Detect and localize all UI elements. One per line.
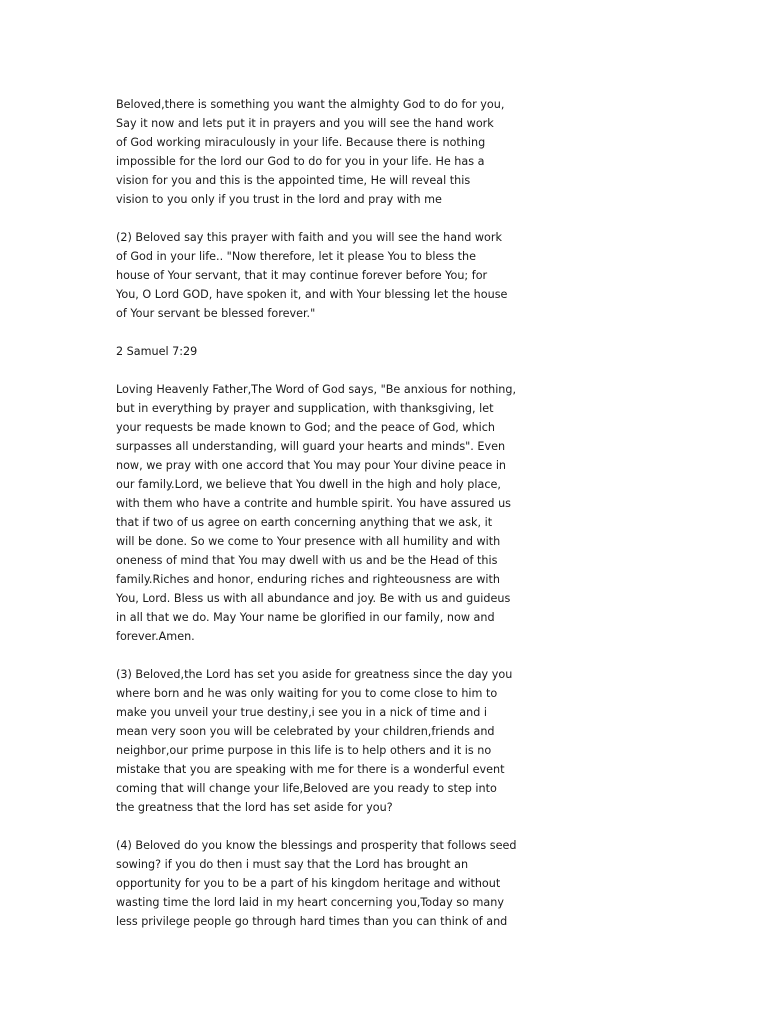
document-page — [116, 95, 517, 950]
text-line: Loving Heavenly Father,The Word of God says, "Be anxious for nothing, — [116, 383, 517, 396]
text-line: where born and he was only waiting for you to come close to him to — [116, 687, 498, 700]
text-line: You, Lord. Bless us with all abundance and joy. Be with us and guideus — [116, 592, 511, 605]
text-line: make you unveil your true destiny,i see you in a nick of time and i — [116, 706, 488, 719]
text-line: vision to you only if you trust in the lord and pray with me — [116, 193, 442, 206]
text-line: You, O Lord GOD, have spoken it, and with Your blessing let the house — [116, 288, 508, 301]
text-line: coming that will change your life,Beloved are you ready to step into — [116, 782, 497, 795]
text-line: (2) Beloved say this prayer with faith and you will see the hand work — [116, 231, 502, 244]
paragraph-prayer-2 — [116, 228, 508, 323]
text-line: neighbor,our prime purpose in this life is to help others and it is no — [116, 744, 492, 757]
text-line: family.Riches and honor, enduring riches and righteousness are with — [116, 573, 501, 586]
text-line: forever.Amen. — [116, 630, 195, 643]
text-line: mean very soon you will be celebrated by your children,friends and — [116, 725, 495, 738]
text-line: of Your servant be blessed forever." — [116, 307, 316, 320]
text-line: the greatness that the lord has set aside for you? — [116, 801, 393, 814]
text-line: sowing? if you do then i must say that the Lord has brought an — [116, 858, 469, 871]
paragraph-scripture-reference — [116, 342, 508, 361]
text-line: wasting time the lord laid in my heart concerning you,Today so many — [116, 896, 504, 909]
text-line: of God working miraculously in your life. Because there is nothing — [116, 136, 486, 149]
text-line: Say it now and lets put it in prayers and you will see the hand work — [116, 117, 494, 130]
scripture-reference: 2 Samuel 7:29 — [116, 345, 198, 358]
text-line: vision for you and this is the appointed time, He will reveal this — [116, 174, 471, 187]
text-line: will be done. So we come to Your presence with all humility and with — [116, 535, 501, 548]
text-line: mistake that you are speaking with me for there is a wonderful event — [116, 763, 505, 776]
text-line: your requests be made known to God; and the peace of God, which — [116, 421, 496, 434]
text-line: oneness of mind that You may dwell with us and be the Head of this — [116, 554, 498, 567]
text-line: of God in your life.. "Now therefore, let it please You to bless the — [116, 250, 476, 263]
text-line: house of Your servant, that it may continue forever before You; for — [116, 269, 488, 282]
text-line: now, we pray with one accord that You may pour Your divine peace in — [116, 459, 507, 472]
text-line: Beloved,there is something you want the almighty God to do for you, — [116, 98, 505, 111]
paragraph-prayer-3 — [116, 665, 513, 817]
text-line: impossible for the lord our God to do for you in your life. He has a — [116, 155, 485, 168]
text-line: that if two of us agree on earth concerning anything that we ask, it — [116, 516, 493, 529]
text-line: our family.Lord, we believe that You dwell in the high and holy place, — [116, 478, 501, 491]
text-line: (4) Beloved do you know the blessings and prosperity that follows seed — [116, 839, 517, 852]
paragraph-prayer-4 — [116, 836, 517, 931]
text-line: less privilege people go through hard times than you can think of and — [116, 915, 508, 928]
text-line: in all that we do. May Your name be glorified in our family, now and — [116, 611, 495, 624]
text-line: but in everything by prayer and supplication, with thanksgiving, let — [116, 402, 494, 415]
paragraph-family-prayer — [116, 380, 517, 646]
paragraph-intro — [116, 95, 508, 209]
text-line: with them who have a contrite and humble spirit. You have assured us — [116, 497, 512, 510]
text-line: surpasses all understanding, will guard your hearts and minds". Even — [116, 440, 506, 453]
text-line: (3) Beloved,the Lord has set you aside for greatness since the day you — [116, 668, 513, 681]
text-line: opportunity for you to be a part of his kingdom heritage and without — [116, 877, 501, 890]
